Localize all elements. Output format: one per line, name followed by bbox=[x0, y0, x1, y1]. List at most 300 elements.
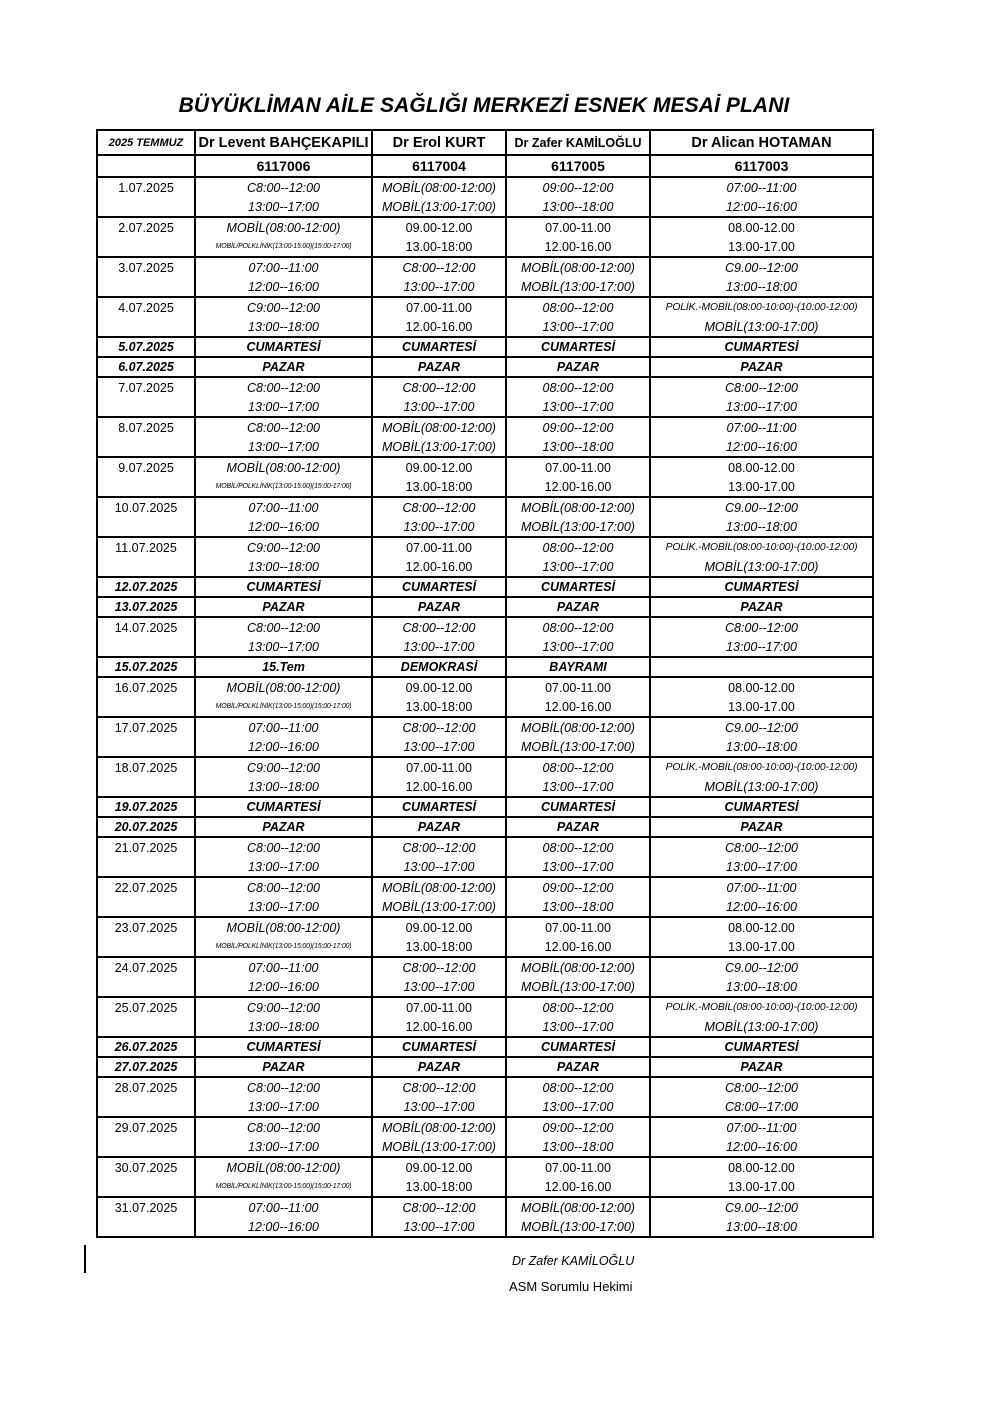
shift-cell-doctor-4: CUMARTESİ bbox=[650, 1037, 873, 1057]
table-row bbox=[97, 937, 873, 957]
shift-cell-doctor-2: MOBİL(13:00-17:00) bbox=[372, 897, 506, 917]
shift-cell-doctor-4: 13:00--17:00 bbox=[650, 857, 873, 877]
date-cell bbox=[97, 1017, 195, 1037]
table-row bbox=[97, 1137, 873, 1157]
shift-cell-doctor-3: 08:00--12:00 bbox=[506, 757, 650, 777]
shift-cell-doctor-2: PAZAR bbox=[372, 817, 506, 837]
shift-cell-doctor-3: 13:00--17:00 bbox=[506, 317, 650, 337]
shift-cell-doctor-2: C8:00--12:00 bbox=[372, 377, 506, 397]
doctor-name-2: Dr Erol KURT bbox=[372, 130, 506, 155]
table-row bbox=[97, 597, 873, 617]
date-cell bbox=[97, 277, 195, 297]
shift-cell-doctor-1: MOBİL(08:00-12:00) bbox=[195, 1157, 372, 1177]
date-cell: 16.07.2025 bbox=[97, 677, 195, 697]
header-row-codes bbox=[97, 155, 873, 177]
shift-cell-doctor-4: C8:00--12:00 bbox=[650, 1077, 873, 1097]
shift-cell-doctor-2: MOBİL(08:00-12:00) bbox=[372, 417, 506, 437]
shift-cell-doctor-2: MOBİL(13:00-17:00) bbox=[372, 1137, 506, 1157]
shift-cell-doctor-2: 09.00-12.00 bbox=[372, 917, 506, 937]
date-cell bbox=[97, 857, 195, 877]
shift-cell-doctor-1: C8:00--12:00 bbox=[195, 837, 372, 857]
shift-cell-doctor-4: 07:00--11:00 bbox=[650, 417, 873, 437]
date-cell bbox=[97, 897, 195, 917]
shift-cell-doctor-3: CUMARTESİ bbox=[506, 577, 650, 597]
table-row bbox=[97, 677, 873, 697]
table-row bbox=[97, 1097, 873, 1117]
shift-cell-doctor-4: 13:00--18:00 bbox=[650, 277, 873, 297]
shift-cell-doctor-2: 13:00--17:00 bbox=[372, 1097, 506, 1117]
shift-cell-doctor-1: 15.Tem bbox=[195, 657, 372, 677]
schedule-body bbox=[97, 177, 873, 1237]
table-row bbox=[97, 377, 873, 397]
date-cell: 9.07.2025 bbox=[97, 457, 195, 477]
shift-cell-doctor-1: C9:00--12:00 bbox=[195, 997, 372, 1017]
shift-cell-doctor-2: 07.00-11.00 bbox=[372, 997, 506, 1017]
shift-cell-doctor-1: 13:00--17:00 bbox=[195, 1097, 372, 1117]
shift-cell-doctor-4: PAZAR bbox=[650, 1057, 873, 1077]
date-cell: 13.07.2025 bbox=[97, 597, 195, 617]
shift-cell-doctor-4: POLİK.-MOBİL(08:00-10:00)-(10:00-12:00) bbox=[650, 997, 873, 1017]
shift-cell-doctor-2: C8:00--12:00 bbox=[372, 497, 506, 517]
table-row bbox=[97, 557, 873, 577]
shift-cell-doctor-2: C8:00--12:00 bbox=[372, 617, 506, 637]
shift-cell-doctor-4: MOBİL(13:00-17:00) bbox=[650, 1017, 873, 1037]
date-cell: 21.07.2025 bbox=[97, 837, 195, 857]
shift-cell-doctor-1: 07:00--11:00 bbox=[195, 257, 372, 277]
shift-cell-doctor-3: MOBİL(13:00-17:00) bbox=[506, 1217, 650, 1237]
date-cell bbox=[97, 397, 195, 417]
shift-cell-doctor-3: 13:00--17:00 bbox=[506, 1017, 650, 1037]
date-cell: 30.07.2025 bbox=[97, 1157, 195, 1177]
shift-cell-doctor-2: 13:00--17:00 bbox=[372, 977, 506, 997]
shift-cell-doctor-4: 13:00--17:00 bbox=[650, 397, 873, 417]
shift-cell-doctor-3: 08:00--12:00 bbox=[506, 617, 650, 637]
shift-cell-doctor-3: CUMARTESİ bbox=[506, 797, 650, 817]
shift-cell-doctor-4: PAZAR bbox=[650, 597, 873, 617]
shift-cell-doctor-3: MOBİL(08:00-12:00) bbox=[506, 257, 650, 277]
doctor-code-1: 6117006 bbox=[195, 155, 372, 177]
shift-cell-doctor-2: 13:00--17:00 bbox=[372, 857, 506, 877]
shift-cell-doctor-4: 13:00--18:00 bbox=[650, 517, 873, 537]
date-cell: 6.07.2025 bbox=[97, 357, 195, 377]
doctor-code-3: 6117005 bbox=[506, 155, 650, 177]
shift-cell-doctor-3: 07.00-11.00 bbox=[506, 217, 650, 237]
shift-cell-doctor-3: 12.00-16.00 bbox=[506, 697, 650, 717]
table-row bbox=[97, 277, 873, 297]
shift-cell-doctor-4: PAZAR bbox=[650, 817, 873, 837]
shift-cell-doctor-3: MOBİL(13:00-17:00) bbox=[506, 277, 650, 297]
date-cell: 3.07.2025 bbox=[97, 257, 195, 277]
month-header: 2025 TEMMUZ bbox=[97, 130, 195, 155]
shift-cell-doctor-3: PAZAR bbox=[506, 817, 650, 837]
shift-cell-doctor-3: 13:00--17:00 bbox=[506, 1097, 650, 1117]
date-cell bbox=[97, 557, 195, 577]
shift-cell-doctor-1: MOBİL/POLKLİNİK(13:00-15:00)(15:00-17:00) bbox=[195, 477, 372, 497]
shift-cell-doctor-1: CUMARTESİ bbox=[195, 337, 372, 357]
shift-cell-doctor-3: BAYRAMI bbox=[506, 657, 650, 677]
table-row bbox=[97, 737, 873, 757]
header-row-names bbox=[97, 130, 873, 155]
date-cell: 12.07.2025 bbox=[97, 577, 195, 597]
table-row bbox=[97, 777, 873, 797]
shift-cell-doctor-2: PAZAR bbox=[372, 1057, 506, 1077]
table-row bbox=[97, 617, 873, 637]
shift-cell-doctor-2: C8:00--12:00 bbox=[372, 257, 506, 277]
shift-cell-doctor-4: MOBİL(13:00-17:00) bbox=[650, 317, 873, 337]
table-row bbox=[97, 1177, 873, 1197]
shift-cell-doctor-2: 12.00-16.00 bbox=[372, 557, 506, 577]
date-cell: 11.07.2025 bbox=[97, 537, 195, 557]
shift-cell-doctor-1: MOBİL/POLKLİNİK(13:00-15:00)(15:00-17:00) bbox=[195, 1177, 372, 1197]
table-row bbox=[97, 197, 873, 217]
date-cell: 26.07.2025 bbox=[97, 1037, 195, 1057]
shift-cell-doctor-2: 13.00-18:00 bbox=[372, 937, 506, 957]
shift-cell-doctor-4: C9.00--12:00 bbox=[650, 257, 873, 277]
shift-cell-doctor-1: C8:00--12:00 bbox=[195, 417, 372, 437]
shift-cell-doctor-4: 13:00--18:00 bbox=[650, 737, 873, 757]
shift-cell-doctor-4: CUMARTESİ bbox=[650, 337, 873, 357]
shift-cell-doctor-2: C8:00--12:00 bbox=[372, 837, 506, 857]
shift-cell-doctor-2: 07.00-11.00 bbox=[372, 537, 506, 557]
date-cell: 2.07.2025 bbox=[97, 217, 195, 237]
table-row bbox=[97, 917, 873, 937]
shift-cell-doctor-1: 13:00--17:00 bbox=[195, 197, 372, 217]
shift-cell-doctor-4: 13.00-17.00 bbox=[650, 937, 873, 957]
shift-cell-doctor-1: C9:00--12:00 bbox=[195, 757, 372, 777]
shift-cell-doctor-3: 09:00--12:00 bbox=[506, 1117, 650, 1137]
table-row bbox=[97, 1077, 873, 1097]
shift-cell-doctor-1: MOBİL(08:00-12:00) bbox=[195, 677, 372, 697]
table-row bbox=[97, 577, 873, 597]
shift-cell-doctor-4: C8:00--12:00 bbox=[650, 837, 873, 857]
shift-cell-doctor-2: 13.00-18:00 bbox=[372, 477, 506, 497]
shift-cell-doctor-3: MOBİL(08:00-12:00) bbox=[506, 1197, 650, 1217]
shift-cell-doctor-3: MOBİL(08:00-12:00) bbox=[506, 957, 650, 977]
shift-cell-doctor-3: 12.00-16.00 bbox=[506, 1177, 650, 1197]
table-row bbox=[97, 897, 873, 917]
shift-cell-doctor-4: MOBİL(13:00-17:00) bbox=[650, 557, 873, 577]
shift-cell-doctor-2: CUMARTESİ bbox=[372, 797, 506, 817]
shift-cell-doctor-1: CUMARTESİ bbox=[195, 797, 372, 817]
shift-cell-doctor-2: 09.00-12.00 bbox=[372, 677, 506, 697]
shift-cell-doctor-3: 07.00-11.00 bbox=[506, 457, 650, 477]
shift-cell-doctor-3: 08:00--12:00 bbox=[506, 537, 650, 557]
shift-cell-doctor-2: 13.00-18:00 bbox=[372, 697, 506, 717]
shift-cell-doctor-3: PAZAR bbox=[506, 1057, 650, 1077]
shift-cell-doctor-2: 12.00-16.00 bbox=[372, 317, 506, 337]
shift-cell-doctor-1: C8:00--12:00 bbox=[195, 1117, 372, 1137]
date-cell: 18.07.2025 bbox=[97, 757, 195, 777]
shift-cell-doctor-1: C8:00--12:00 bbox=[195, 1077, 372, 1097]
shift-cell-doctor-1: 13:00--18:00 bbox=[195, 557, 372, 577]
shift-cell-doctor-2: 12.00-16.00 bbox=[372, 777, 506, 797]
date-cell: 29.07.2025 bbox=[97, 1117, 195, 1137]
shift-cell-doctor-3: 12.00-16.00 bbox=[506, 477, 650, 497]
table-row bbox=[97, 177, 873, 197]
shift-cell-doctor-2: 13:00--17:00 bbox=[372, 737, 506, 757]
shift-cell-doctor-1: PAZAR bbox=[195, 357, 372, 377]
shift-cell-doctor-2: PAZAR bbox=[372, 357, 506, 377]
shift-cell-doctor-1: MOBİL(08:00-12:00) bbox=[195, 457, 372, 477]
shift-cell-doctor-2: CUMARTESİ bbox=[372, 577, 506, 597]
blank-header-cell bbox=[97, 155, 195, 177]
shift-cell-doctor-3: 07.00-11.00 bbox=[506, 677, 650, 697]
shift-cell-doctor-1: 07:00--11:00 bbox=[195, 1197, 372, 1217]
shift-cell-doctor-2: 13:00--17:00 bbox=[372, 397, 506, 417]
shift-cell-doctor-2: 13.00-18:00 bbox=[372, 237, 506, 257]
date-cell: 24.07.2025 bbox=[97, 957, 195, 977]
shift-cell-doctor-3: 13:00--18:00 bbox=[506, 1137, 650, 1157]
table-row bbox=[97, 517, 873, 537]
shift-cell-doctor-3: 09:00--12:00 bbox=[506, 177, 650, 197]
shift-cell-doctor-4: 12:00--16:00 bbox=[650, 437, 873, 457]
shift-cell-doctor-4: PAZAR bbox=[650, 357, 873, 377]
shift-cell-doctor-2: 12.00-16.00 bbox=[372, 1017, 506, 1037]
shift-cell-doctor-1: 13:00--18:00 bbox=[195, 317, 372, 337]
shift-cell-doctor-3: 08:00--12:00 bbox=[506, 297, 650, 317]
date-cell: 27.07.2025 bbox=[97, 1057, 195, 1077]
shift-cell-doctor-3: MOBİL(08:00-12:00) bbox=[506, 497, 650, 517]
shift-cell-doctor-2: PAZAR bbox=[372, 597, 506, 617]
date-cell: 22.07.2025 bbox=[97, 877, 195, 897]
shift-cell-doctor-3: 08:00--12:00 bbox=[506, 377, 650, 397]
table-row bbox=[97, 697, 873, 717]
shift-cell-doctor-1: 07:00--11:00 bbox=[195, 957, 372, 977]
date-cell bbox=[97, 937, 195, 957]
doctor-name-1: Dr Levent BAHÇEKAPILI bbox=[195, 130, 372, 155]
shift-cell-doctor-3: 08:00--12:00 bbox=[506, 1077, 650, 1097]
table-row bbox=[97, 837, 873, 857]
shift-cell-doctor-3: 12.00-16.00 bbox=[506, 237, 650, 257]
table-row bbox=[97, 297, 873, 317]
shift-cell-doctor-2: DEMOKRASİ bbox=[372, 657, 506, 677]
date-cell bbox=[97, 1217, 195, 1237]
shift-cell-doctor-2: 07.00-11.00 bbox=[372, 297, 506, 317]
shift-cell-doctor-4: 07:00--11:00 bbox=[650, 177, 873, 197]
table-row bbox=[97, 1157, 873, 1177]
date-cell bbox=[97, 637, 195, 657]
date-cell bbox=[97, 1137, 195, 1157]
shift-cell-doctor-3: 13:00--17:00 bbox=[506, 397, 650, 417]
shift-cell-doctor-4 bbox=[650, 657, 873, 677]
shift-cell-doctor-2: 07.00-11.00 bbox=[372, 757, 506, 777]
doctor-code-4: 6117003 bbox=[650, 155, 873, 177]
page-title: BÜYÜKLİMAN AİLE SAĞLIĞI MERKEZİ ESNEK MESAİ PLANI bbox=[178, 94, 790, 117]
signature-title: ASM Sorumlu Hekimi bbox=[509, 1279, 633, 1294]
shift-cell-doctor-4: C8:00--12:00 bbox=[650, 617, 873, 637]
shift-cell-doctor-2: MOBİL(13:00-17:00) bbox=[372, 197, 506, 217]
shift-cell-doctor-1: MOBİL(08:00-12:00) bbox=[195, 217, 372, 237]
table-row bbox=[97, 257, 873, 277]
shift-cell-doctor-1: C9:00--12:00 bbox=[195, 537, 372, 557]
shift-cell-doctor-1: MOBİL/POLKLİNİK(13:00-15:00)(15:00-17:00) bbox=[195, 697, 372, 717]
date-cell bbox=[97, 1177, 195, 1197]
shift-cell-doctor-1: 13:00--18:00 bbox=[195, 777, 372, 797]
date-cell: 14.07.2025 bbox=[97, 617, 195, 637]
date-cell bbox=[97, 737, 195, 757]
shift-cell-doctor-2: 13.00-18:00 bbox=[372, 1177, 506, 1197]
shift-cell-doctor-4: 08.00-12.00 bbox=[650, 917, 873, 937]
date-cell: 10.07.2025 bbox=[97, 497, 195, 517]
table-row bbox=[97, 497, 873, 517]
table-row bbox=[97, 957, 873, 977]
shift-cell-doctor-3: MOBİL(13:00-17:00) bbox=[506, 737, 650, 757]
shift-cell-doctor-4: 12:00--16:00 bbox=[650, 1137, 873, 1157]
shift-cell-doctor-4: C9.00--12:00 bbox=[650, 497, 873, 517]
shift-cell-doctor-4: CUMARTESİ bbox=[650, 577, 873, 597]
date-cell: 23.07.2025 bbox=[97, 917, 195, 937]
date-cell: 20.07.2025 bbox=[97, 817, 195, 837]
shift-cell-doctor-1: 12:00--16:00 bbox=[195, 1217, 372, 1237]
shift-cell-doctor-4: 13:00--18:00 bbox=[650, 977, 873, 997]
date-cell bbox=[97, 517, 195, 537]
shift-cell-doctor-1: 07:00--11:00 bbox=[195, 497, 372, 517]
date-cell bbox=[97, 237, 195, 257]
shift-cell-doctor-3: CUMARTESİ bbox=[506, 1037, 650, 1057]
shift-cell-doctor-1: CUMARTESİ bbox=[195, 1037, 372, 1057]
shift-cell-doctor-3: 07.00-11.00 bbox=[506, 917, 650, 937]
shift-cell-doctor-3: PAZAR bbox=[506, 597, 650, 617]
date-cell: 1.07.2025 bbox=[97, 177, 195, 197]
table-row bbox=[97, 717, 873, 737]
shift-cell-doctor-2: 13:00--17:00 bbox=[372, 1217, 506, 1237]
date-cell bbox=[97, 197, 195, 217]
shift-cell-doctor-1: 13:00--18:00 bbox=[195, 1017, 372, 1037]
shift-cell-doctor-1: C8:00--12:00 bbox=[195, 877, 372, 897]
shift-cell-doctor-1: C8:00--12:00 bbox=[195, 377, 372, 397]
shift-cell-doctor-4: C8:00--12:00 bbox=[650, 377, 873, 397]
shift-cell-doctor-4: 13:00--17:00 bbox=[650, 637, 873, 657]
shift-cell-doctor-1: PAZAR bbox=[195, 1057, 372, 1077]
shift-cell-doctor-3: 08:00--12:00 bbox=[506, 997, 650, 1017]
date-cell: 15.07.2025 bbox=[97, 657, 195, 677]
shift-cell-doctor-1: 07:00--11:00 bbox=[195, 717, 372, 737]
shift-cell-doctor-3: 13:00--18:00 bbox=[506, 897, 650, 917]
shift-cell-doctor-4: C9.00--12:00 bbox=[650, 717, 873, 737]
table-row bbox=[97, 1017, 873, 1037]
table-row bbox=[97, 817, 873, 837]
margin-mark bbox=[84, 1245, 86, 1273]
date-cell: 5.07.2025 bbox=[97, 337, 195, 357]
shift-cell-doctor-3: MOBİL(13:00-17:00) bbox=[506, 977, 650, 997]
table-row bbox=[97, 877, 873, 897]
table-row bbox=[97, 637, 873, 657]
shift-cell-doctor-2: 13:00--17:00 bbox=[372, 517, 506, 537]
shift-cell-doctor-1: C8:00--12:00 bbox=[195, 177, 372, 197]
date-cell: 17.07.2025 bbox=[97, 717, 195, 737]
shift-cell-doctor-4: 08.00-12.00 bbox=[650, 457, 873, 477]
shift-cell-doctor-1: CUMARTESİ bbox=[195, 577, 372, 597]
doctor-name-4: Dr Alican HOTAMAN bbox=[650, 130, 873, 155]
table-row bbox=[97, 1197, 873, 1217]
shift-cell-doctor-1: 13:00--17:00 bbox=[195, 1137, 372, 1157]
shift-cell-doctor-2: C8:00--12:00 bbox=[372, 957, 506, 977]
shift-cell-doctor-1: 12:00--16:00 bbox=[195, 277, 372, 297]
date-cell bbox=[97, 477, 195, 497]
table-row bbox=[97, 857, 873, 877]
shift-cell-doctor-2: C8:00--12:00 bbox=[372, 1197, 506, 1217]
table-row bbox=[97, 437, 873, 457]
shift-cell-doctor-1: PAZAR bbox=[195, 817, 372, 837]
table-row bbox=[97, 997, 873, 1017]
table-row bbox=[97, 657, 873, 677]
shift-cell-doctor-3: MOBİL(13:00-17:00) bbox=[506, 517, 650, 537]
shift-cell-doctor-1: C9:00--12:00 bbox=[195, 297, 372, 317]
shift-cell-doctor-4: 13.00-17.00 bbox=[650, 1177, 873, 1197]
table-row bbox=[97, 797, 873, 817]
shift-cell-doctor-2: 09.00-12.00 bbox=[372, 457, 506, 477]
shift-cell-doctor-1: 13:00--17:00 bbox=[195, 897, 372, 917]
date-cell bbox=[97, 697, 195, 717]
shift-cell-doctor-3: CUMARTESİ bbox=[506, 337, 650, 357]
date-cell bbox=[97, 317, 195, 337]
table-row bbox=[97, 357, 873, 377]
shift-cell-doctor-3: 12.00-16.00 bbox=[506, 937, 650, 957]
shift-cell-doctor-3: 13:00--18:00 bbox=[506, 197, 650, 217]
shift-cell-doctor-3: 13:00--18:00 bbox=[506, 437, 650, 457]
date-cell bbox=[97, 437, 195, 457]
table-row bbox=[97, 1217, 873, 1237]
table-row bbox=[97, 397, 873, 417]
table-row bbox=[97, 1057, 873, 1077]
shift-cell-doctor-4: POLİK.-MOBİL(08:00-10:00)-(10:00-12:00) bbox=[650, 757, 873, 777]
table-row bbox=[97, 1037, 873, 1057]
shift-cell-doctor-2: MOBİL(08:00-12:00) bbox=[372, 1117, 506, 1137]
signature-name: Dr Zafer KAMİLOĞLU bbox=[512, 1254, 635, 1268]
shift-cell-doctor-4: 08.00-12.00 bbox=[650, 677, 873, 697]
date-cell: 19.07.2025 bbox=[97, 797, 195, 817]
date-cell bbox=[97, 777, 195, 797]
shift-cell-doctor-3: 13:00--17:00 bbox=[506, 857, 650, 877]
table-row bbox=[97, 757, 873, 777]
shift-cell-doctor-4: 13.00-17.00 bbox=[650, 237, 873, 257]
shift-cell-doctor-3: 09:00--12:00 bbox=[506, 417, 650, 437]
table-row bbox=[97, 337, 873, 357]
shift-cell-doctor-4: 07:00--11:00 bbox=[650, 1117, 873, 1137]
shift-cell-doctor-2: MOBİL(08:00-12:00) bbox=[372, 877, 506, 897]
shift-cell-doctor-4: 08.00-12.00 bbox=[650, 1157, 873, 1177]
table-row bbox=[97, 417, 873, 437]
doctor-code-2: 6117004 bbox=[372, 155, 506, 177]
shift-cell-doctor-4: 12:00--16:00 bbox=[650, 897, 873, 917]
shift-cell-doctor-3: 08:00--12:00 bbox=[506, 837, 650, 857]
shift-cell-doctor-2: 09.00-12.00 bbox=[372, 217, 506, 237]
shift-cell-doctor-1: 12:00--16:00 bbox=[195, 737, 372, 757]
table-row bbox=[97, 477, 873, 497]
shift-cell-doctor-4: POLİK.-MOBİL(08:00-10:00)-(10:00-12:00) bbox=[650, 537, 873, 557]
table-row bbox=[97, 237, 873, 257]
date-cell: 25.07.2025 bbox=[97, 997, 195, 1017]
doctor-name-3: Dr Zafer KAMİLOĞLU bbox=[506, 130, 650, 155]
shift-cell-doctor-1: PAZAR bbox=[195, 597, 372, 617]
date-cell bbox=[97, 1097, 195, 1117]
shift-cell-doctor-1: 13:00--17:00 bbox=[195, 857, 372, 877]
shift-cell-doctor-3: PAZAR bbox=[506, 357, 650, 377]
shift-cell-doctor-1: 13:00--17:00 bbox=[195, 637, 372, 657]
shift-cell-doctor-4: POLİK.-MOBİL(08:00-10:00)-(10:00-12:00) bbox=[650, 297, 873, 317]
date-cell: 8.07.2025 bbox=[97, 417, 195, 437]
table-row bbox=[97, 977, 873, 997]
shift-cell-doctor-3: 13:00--17:00 bbox=[506, 637, 650, 657]
date-cell: 7.07.2025 bbox=[97, 377, 195, 397]
shift-cell-doctor-4: 13:00--18:00 bbox=[650, 1217, 873, 1237]
table-row bbox=[97, 317, 873, 337]
shift-cell-doctor-1: MOBİL/POLKLİNİK(13:00-15:00)(15:00-17:00) bbox=[195, 237, 372, 257]
shift-cell-doctor-4: 07:00--11:00 bbox=[650, 877, 873, 897]
shift-cell-doctor-4: CUMARTESİ bbox=[650, 797, 873, 817]
schedule-table bbox=[96, 129, 874, 1238]
shift-cell-doctor-3: 13:00--17:00 bbox=[506, 557, 650, 577]
